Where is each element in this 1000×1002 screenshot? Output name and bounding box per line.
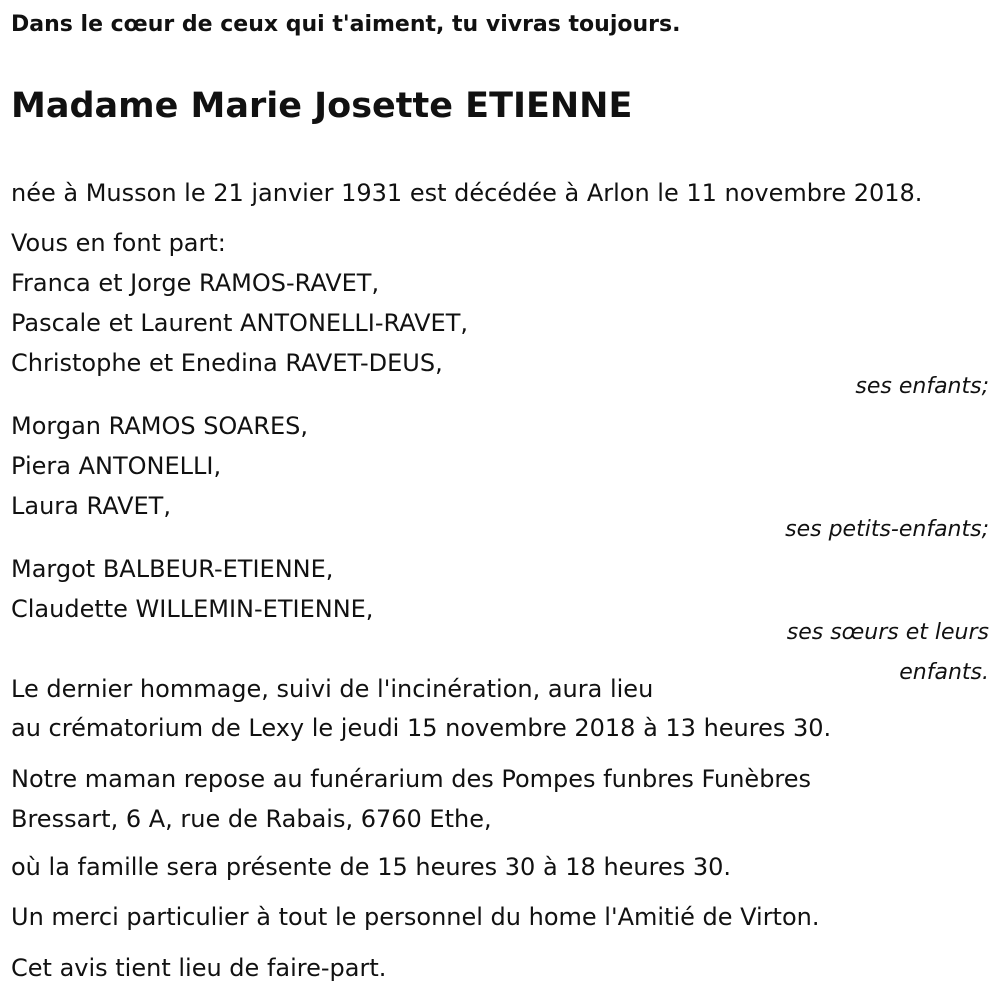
family-member-child: Franca et Jorge RAMOS-RAVET,	[11, 269, 380, 297]
family-member-child: Pascale et Laurent ANTONELLI-RAVET,	[11, 309, 468, 337]
family-member-grandchild: Morgan RAMOS SOARES,	[11, 412, 309, 440]
family-member-sister: Margot BALBEUR-ETIENNE,	[11, 555, 334, 583]
motto-heading: Dans le cœur de ceux qui t'aiment, tu vivras toujours.	[11, 12, 681, 37]
thanks-line: Un merci particulier à tout le personnel du home l'Amitié de Virton.	[11, 903, 820, 931]
ceremony-line: au crématorium de Lexy le jeudi 15 novembre 2018 à 13 heures 30.	[11, 714, 832, 742]
rest-place-line: Notre maman repose au funérarium des Pompes funbres Funèbres	[11, 765, 812, 793]
grandchildren-role-label: ses petits-enfants;	[785, 517, 989, 542]
ceremony-line: Le dernier hommage, suivi de l'incinération, aura lieu	[11, 675, 654, 703]
family-member-grandchild: Laura RAVET,	[11, 492, 171, 520]
family-member-sister: Claudette WILLEMIN-ETIENNE,	[11, 595, 374, 623]
announcement-intro: Vous en font part:	[11, 229, 226, 257]
rest-place-line: Bressart, 6 A, rue de Rabais, 6760 Ethe,	[11, 805, 492, 833]
children-role-label: ses enfants;	[855, 374, 989, 399]
closing-line: Cet avis tient lieu de faire-part.	[11, 954, 387, 982]
birth-death-line: née à Musson le 21 janvier 1931 est décédée à Arlon le 11 novembre 2018.	[11, 179, 923, 207]
family-member-grandchild: Piera ANTONELLI,	[11, 452, 222, 480]
sisters-role-label: ses sœurs et leurs enfants.	[786, 620, 989, 685]
family-member-child: Christophe et Enedina RAVET-DEUS,	[11, 349, 443, 377]
deceased-name: Madame Marie Josette ETIENNE	[11, 86, 633, 126]
visiting-hours-line: où la famille sera présente de 15 heures 30 à 18 heures 30.	[11, 853, 732, 881]
